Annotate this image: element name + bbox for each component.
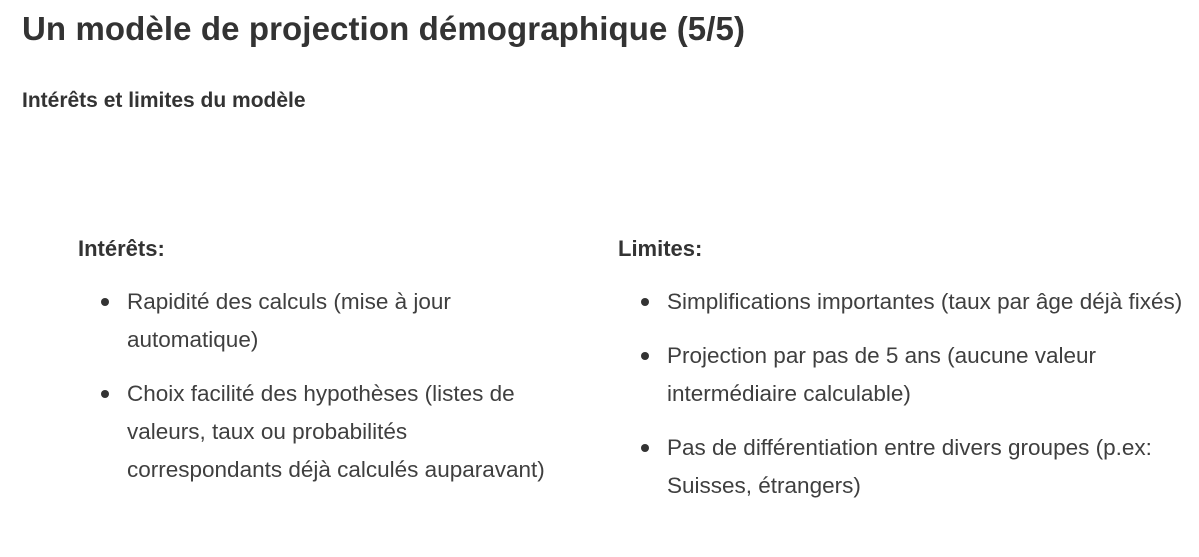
list-item bbox=[618, 337, 1197, 413]
list-item bbox=[618, 283, 1197, 321]
list-item bbox=[78, 375, 558, 489]
interets-column bbox=[78, 232, 558, 505]
list-item-text: Pas de différentiation entre divers groupes (p.ex: Suisses, étrangers) bbox=[667, 435, 1152, 498]
limites-list bbox=[618, 283, 1197, 505]
limites-column bbox=[618, 232, 1197, 521]
interets-list bbox=[78, 283, 558, 489]
bullet-icon bbox=[641, 352, 649, 360]
page-subtitle: Intérêts et limites du modèle bbox=[22, 89, 306, 112]
interets-heading: Intérêts: bbox=[78, 236, 165, 261]
page-title: Un modèle de projection démographique (5/5) bbox=[22, 10, 746, 47]
limites-heading: Limites: bbox=[618, 236, 703, 261]
bullet-icon bbox=[101, 298, 109, 306]
bullet-icon bbox=[641, 298, 649, 306]
list-item bbox=[78, 283, 558, 359]
list-item bbox=[618, 429, 1197, 505]
bullet-icon bbox=[641, 444, 649, 452]
list-item-text: Projection par pas de 5 ans (aucune valeur intermédiaire calculable) bbox=[667, 343, 1097, 406]
list-item-text: Choix facilité des hypothèses (listes de valeurs, taux ou probabilités correspondants déjà calculés auparavant) bbox=[127, 381, 545, 482]
list-item-text: Simplifications importantes (taux par âge déjà fixés) bbox=[667, 289, 1183, 314]
bullet-icon bbox=[101, 390, 109, 398]
list-item-text: Rapidité des calculs (mise à jour automatique) bbox=[127, 289, 451, 352]
